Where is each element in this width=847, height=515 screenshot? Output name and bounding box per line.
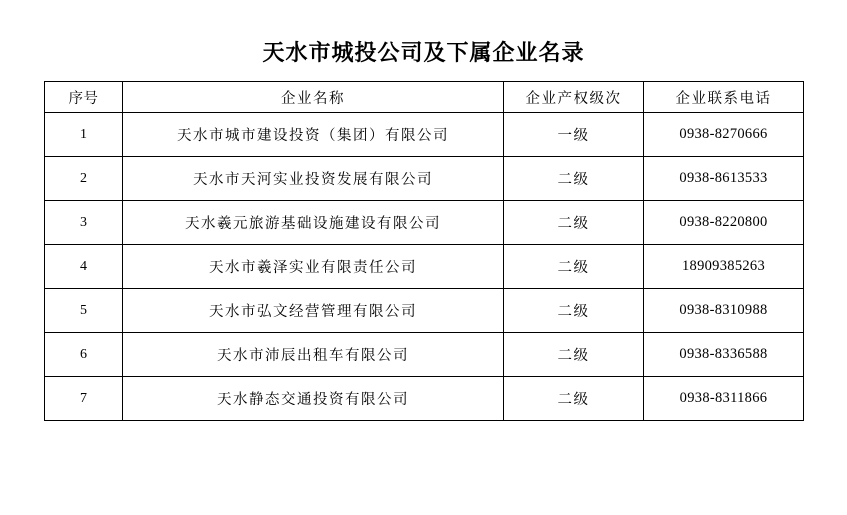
table-row [45,201,804,245]
cell-phone: 0938-8270666 [644,113,804,157]
company-directory-table [44,81,804,421]
table-container [0,81,847,421]
cell-ownership-level: 二级 [504,157,644,201]
cell-index: 6 [45,333,123,377]
cell-index: 1 [45,113,123,157]
cell-company-name: 天水市羲泽实业有限责任公司 [123,245,504,289]
cell-company-name: 天水静态交通投资有限公司 [123,377,504,421]
table-row [45,377,804,421]
cell-company-name: 天水市城市建设投资（集团）有限公司 [123,113,504,157]
column-header-index: 序号 [45,82,123,113]
cell-ownership-level: 二级 [504,289,644,333]
cell-phone: 0938-8310988 [644,289,804,333]
column-header-phone: 企业联系电话 [644,82,804,113]
cell-company-name: 天水市沛辰出租车有限公司 [123,333,504,377]
table-body [45,113,804,421]
cell-index: 3 [45,201,123,245]
table-row [45,333,804,377]
table-row [45,289,804,333]
cell-phone: 0938-8336588 [644,333,804,377]
cell-ownership-level: 二级 [504,245,644,289]
cell-ownership-level: 二级 [504,333,644,377]
cell-index: 7 [45,377,123,421]
cell-phone: 0938-8220800 [644,201,804,245]
column-header-ownership-level: 企业产权级次 [504,82,644,113]
table-header-row [45,82,804,113]
cell-phone: 18909385263 [644,245,804,289]
table-header [45,82,804,113]
cell-index: 2 [45,157,123,201]
cell-company-name: 天水市弘文经营管理有限公司 [123,289,504,333]
page-title: 天水市城投公司及下属企业名录 [262,40,585,65]
table-row [45,113,804,157]
cell-index: 4 [45,245,123,289]
cell-company-name: 天水市天河实业投资发展有限公司 [123,157,504,201]
cell-ownership-level: 二级 [504,377,644,421]
cell-phone: 0938-8311866 [644,377,804,421]
cell-index: 5 [45,289,123,333]
document-page [0,36,847,515]
table-row [45,245,804,289]
cell-company-name: 天水羲元旅游基础设施建设有限公司 [123,201,504,245]
cell-phone: 0938-8613533 [644,157,804,201]
column-header-company-name: 企业名称 [123,82,504,113]
table-row [45,157,804,201]
cell-ownership-level: 一级 [504,113,644,157]
cell-ownership-level: 二级 [504,201,644,245]
